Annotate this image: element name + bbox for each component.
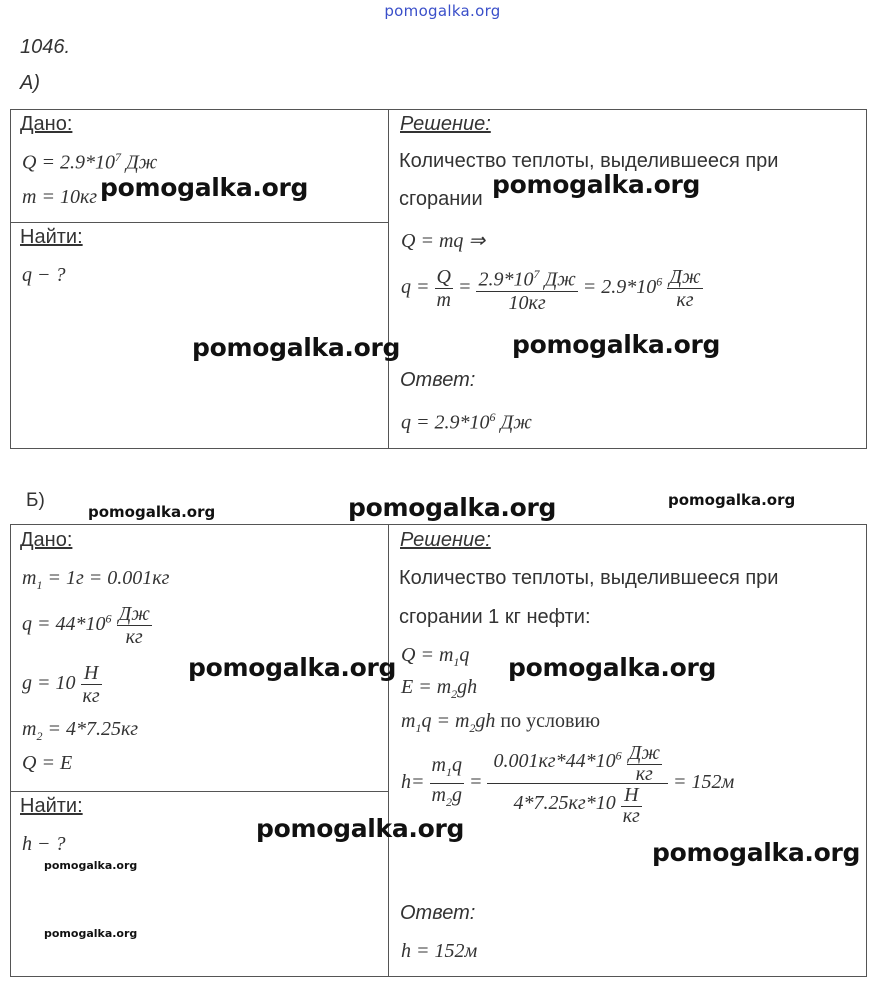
watermark: pomogalka.org	[44, 859, 138, 872]
part-b-solution-text-2: сгорании 1 кг нефти:	[399, 606, 591, 628]
part-a-find-header: Найти:	[20, 226, 83, 248]
part-a-given-header: Дано:	[20, 113, 73, 135]
part-a-given-mass: m = 10кг	[22, 186, 98, 208]
part-a-solution-header: Решение:	[400, 113, 491, 135]
part-b-frac-symbols: $\frac{m_1q}{m_2g}$	[431, 754, 462, 809]
part-b-given-g: g = 10 $\frac{Н}{кг}$	[22, 662, 100, 707]
part-b-label: Б)	[26, 490, 45, 511]
part-b-answer-header: Ответ:	[400, 902, 476, 924]
part-a-find: q − ?	[22, 264, 66, 286]
part-a-column-divider	[388, 109, 389, 449]
part-b-solution-header: Решение:	[400, 529, 491, 551]
part-a-frac-values: $\frac{2.9*10^7 Дж}{10кг}$	[476, 263, 577, 314]
part-b-frac-values: $0.001кг*44*10^6$ $\frac{Дж}{кг}$ 4*7.25кг*10 $\frac{Н}{кг}$	[487, 742, 668, 825]
part-b-given-qe: Q = E	[22, 752, 73, 774]
part-a-solution-text-2: сгорании	[399, 188, 483, 210]
part-b-find-header: Найти:	[20, 795, 83, 817]
part-b-q-unit-frac: $\frac{Дж}{кг}$	[118, 603, 150, 648]
watermark: pomogalka.org	[348, 493, 557, 522]
watermark: pomogalka.org	[508, 653, 717, 682]
part-a-answer: $q = 2.9*10^6$ Дж	[401, 410, 532, 434]
part-b-solution-text-1: Количество теплоты, выделившееся при	[399, 567, 779, 589]
part-b-given-m1: $m_1 = 1г = 0.001кг$	[22, 567, 170, 592]
part-a-given-divider	[10, 222, 388, 223]
watermark: pomogalka.org	[652, 838, 861, 867]
part-a-solution-text-1: Количество теплоты, выделившееся при	[399, 150, 779, 172]
part-b-given-header: Дано:	[20, 529, 73, 551]
watermark: pomogalka.org	[192, 333, 401, 362]
watermark: pomogalka.org	[188, 653, 397, 682]
part-b-answer: h = 152м	[401, 940, 478, 962]
part-b-given-q: $q = 44*10^6$ $\frac{Дж}{кг}$	[22, 603, 150, 648]
watermark: pomogalka.org	[44, 927, 138, 940]
part-b-g-unit-frac: $\frac{Н}{кг}$	[82, 662, 100, 707]
part-a-answer-header: Ответ:	[400, 369, 476, 391]
part-a-given-q: $Q = 2.9*10^7$ Дж	[22, 150, 158, 174]
watermark: pomogalka.org	[512, 330, 721, 359]
part-a-eq2: q = $\frac{Q}{m}$ = $\frac{2.9*10^7 Дж}{10кг}$ = $2.9*10^6$ $\frac{Дж}{кг}$	[401, 263, 703, 314]
watermark: pomogalka.org	[88, 503, 216, 521]
part-b-eq4: h= $\frac{m_1q}{m_2g}$ = $0.001кг*44*10^6$ $\frac{Дж}{кг}$ 4*7.25кг*10 $\frac{Н}{кг}$ = 152м	[401, 742, 735, 827]
top-watermark: pomogalka.org	[384, 2, 501, 20]
part-a-frac-q-over-m: $\frac{Q}{m}$	[436, 265, 451, 311]
part-b-given-m2: $m_2 = 4*7.25кг$	[22, 718, 139, 743]
part-b-num-unit-frac: $\frac{Дж}{кг}$	[628, 742, 660, 785]
part-b-eq1: $Q = m_1q$	[401, 644, 470, 669]
part-b-den-unit-frac: $\frac{Н}{кг}$	[622, 784, 640, 827]
part-b-column-divider	[388, 524, 389, 977]
watermark: pomogalka.org	[100, 173, 309, 202]
watermark: pomogalka.org	[492, 170, 701, 199]
part-a-frac-unit: $\frac{Дж}{кг}$	[669, 265, 701, 311]
watermark: pomogalka.org	[668, 491, 796, 509]
part-b-eq2: $E = m_2gh$	[401, 676, 478, 701]
problem-number: 1046.	[20, 36, 71, 58]
part-a-label: А)	[20, 72, 40, 94]
watermark: pomogalka.org	[256, 814, 465, 843]
part-b-find: h − ?	[22, 833, 66, 855]
part-b-given-divider	[10, 791, 388, 792]
part-b-eq3: $m_1q = m_2gh$ по условию	[401, 710, 601, 735]
part-b-eq3-note: по условию	[500, 710, 601, 732]
part-a-eq1: Q = mq ⇒	[401, 230, 486, 252]
